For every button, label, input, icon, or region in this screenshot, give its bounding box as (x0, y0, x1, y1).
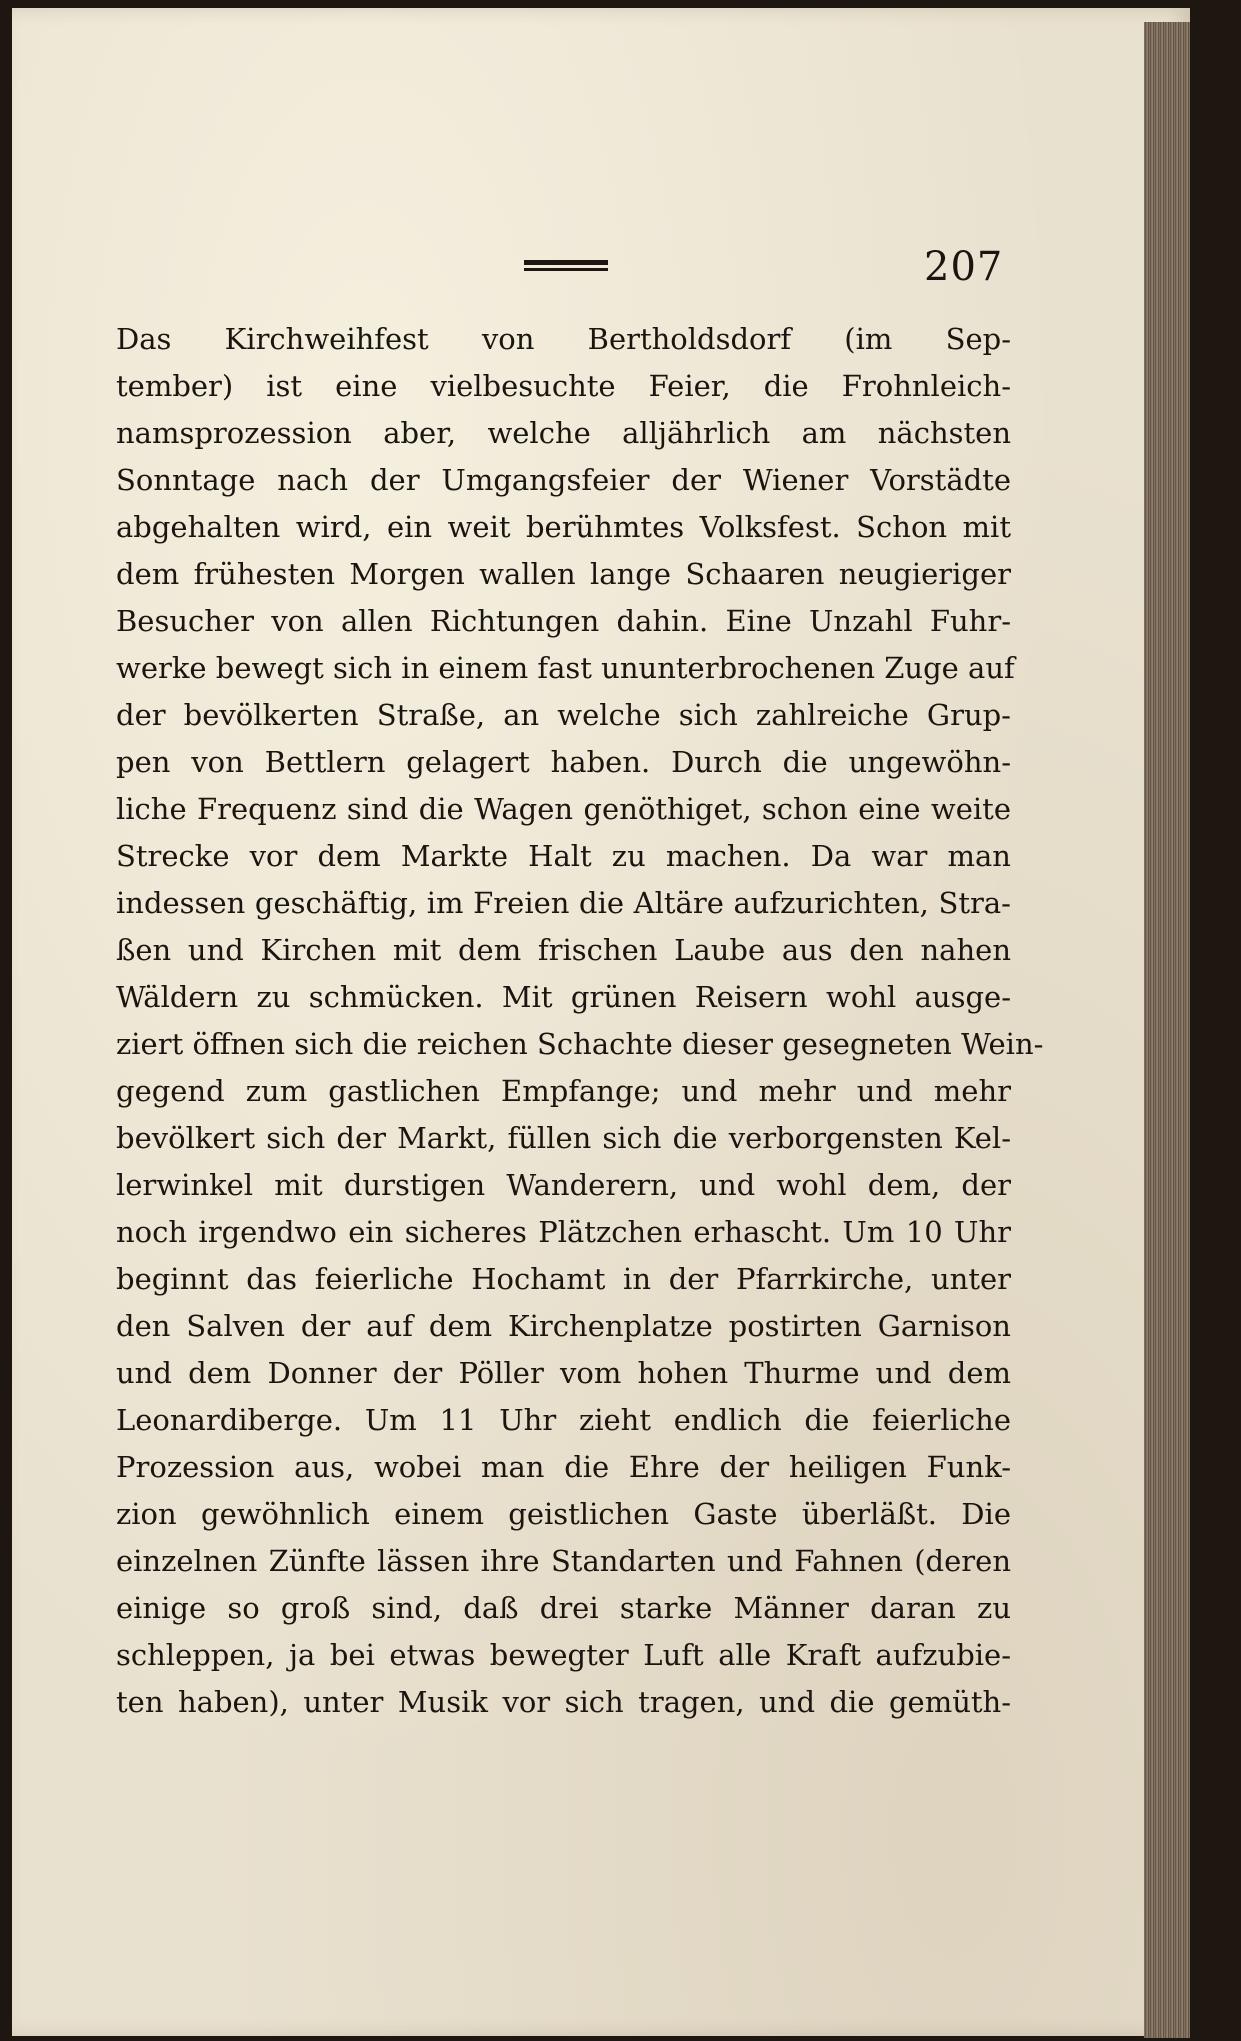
text-line: Das Kirchweihfest von Bertholdsdorf (im Sep- (116, 322, 1011, 356)
text-line: einzelnen Zünfte lässen ihre Standarten und Fahnen (deren (116, 1544, 1011, 1578)
header-ornament-rule (524, 260, 608, 271)
text-line: werke bewegt sich in einem fast ununterbrochenen Zuge auf (116, 651, 1015, 685)
text-line: Strecke vor dem Markte Halt zu machen. Da war man (116, 839, 1011, 873)
text-line: schleppen, ja bei etwas bewegter Luft alle Kraft aufzubie- (116, 1638, 1011, 1672)
text-line: namsprozession aber, welche alljährlich am nächsten (116, 416, 1011, 450)
page-edges (1144, 22, 1190, 2038)
page-header (12, 244, 1190, 304)
text-line: ziert öffnen sich die reichen Schachte dieser gesegneten Wein- (116, 1027, 1044, 1061)
text-line: den Salven der auf dem Kirchenplatze postirten Garnison (116, 1309, 1011, 1343)
book-page (12, 8, 1190, 2036)
text-line: zion gewöhnlich einem geistlichen Gaste überläßt. Die (116, 1497, 1011, 1531)
text-line: liche Frequenz sind die Wagen genöthiget, schon eine weite (116, 792, 1011, 826)
text-line: lerwinkel mit durstigen Wanderern, und wohl dem, der (116, 1168, 1011, 1202)
body-text (116, 316, 1044, 1726)
text-line: gegend zum gastlichen Empfange; und mehr und mehr (116, 1074, 1011, 1108)
text-line: Wäldern zu schmücken. Mit grünen Reisern wohl ausge- (116, 980, 1011, 1014)
text-line: tember) ist eine vielbesuchte Feier, die Frohnleich- (116, 369, 1011, 403)
text-line: und dem Donner der Pöller vom hohen Thurme und dem (116, 1356, 1011, 1390)
text-line: noch irgendwo ein sicheres Plätzchen erhascht. Um 10 Uhr (116, 1215, 1011, 1249)
text-line: indessen geschäftig, im Freien die Altäre aufzurichten, Stra- (116, 886, 1011, 920)
text-line: ten haben), unter Musik vor sich tragen, und die gemüth- (116, 1685, 1011, 1719)
text-line: einige so groß sind, daß drei starke Männer daran zu (116, 1591, 1011, 1625)
text-line: Besucher von allen Richtungen dahin. Eine Unzahl Fuhr- (116, 604, 1011, 638)
text-line: Sonntage nach der Umgangsfeier der Wiener Vorstädte (116, 463, 1011, 497)
text-line: beginnt das feierliche Hochamt in der Pfarrkirche, unter (116, 1262, 1011, 1296)
text-line: abgehalten wird, ein weit berühmtes Volksfest. Schon mit (116, 510, 1011, 544)
text-line: Prozession aus, wobei man die Ehre der heiligen Funk- (116, 1450, 1011, 1484)
text-line: pen von Bettlern gelagert haben. Durch die ungewöhn- (116, 745, 1011, 779)
text-line: dem frühesten Morgen wallen lange Schaaren neugieriger (116, 557, 1011, 591)
text-line: Leonardiberge. Um 11 Uhr zieht endlich die feierliche (116, 1403, 1011, 1437)
text-line: bevölkert sich der Markt, füllen sich die verborgensten Kel- (116, 1121, 1011, 1155)
text-line: der bevölkerten Straße, an welche sich zahlreiche Grup- (116, 698, 1011, 732)
text-line: ßen und Kirchen mit dem frischen Laube aus den nahen (116, 933, 1011, 967)
page-number: 207 (924, 244, 1004, 290)
